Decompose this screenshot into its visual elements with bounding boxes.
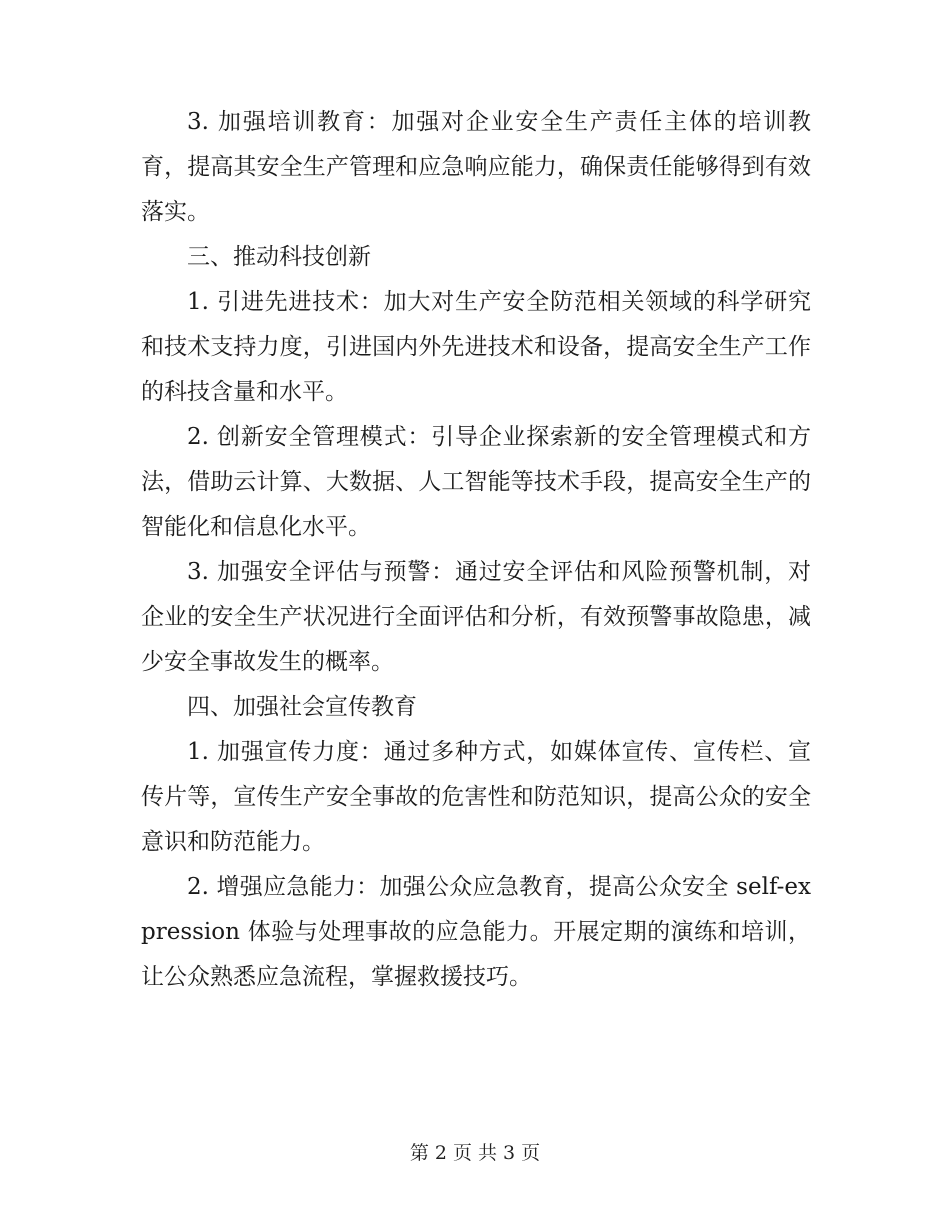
paragraph-management-mode: 2. 创新安全管理模式：引导企业探索新的安全管理模式和方法，借助云计算、大数据、人工智能等技术手段，提高安全生产的智能化和信息化水平。	[141, 424, 811, 540]
paragraph-assessment-warning: 3. 加强安全评估与预警：通过安全评估和风险预警机制，对企业的安全生产状况进行全面评估和分析，有效预警事故隐患，减少安全事故发生的概率。	[141, 559, 811, 675]
paragraph-publicity: 1. 加强宣传力度：通过多种方式，如媒体宣传、宣传栏、宣传片等，宣传生产安全事故的危害性和防范知识，提高公众的安全意识和防范能力。	[141, 739, 811, 855]
paragraph-emergency-capability: 2. 增强应急能力：加强公众应急教育，提高公众安全 self-expression 体验与处理事故的应急能力。开展定期的演练和培训，让公众熟悉应急流程，掌握救援技巧。	[141, 874, 811, 990]
page-number-footer: 第 2 页 共 3 页	[409, 1142, 541, 1164]
paragraph-training-education: 3. 加强培训教育：加强对企业安全生产责任主体的培训教育，提高其安全生产管理和应急响应能力，确保责任能够得到有效落实。	[141, 109, 811, 225]
document-body	[141, 100, 811, 1000]
section-heading-public-education: 四、加强社会宣传教育	[187, 694, 417, 720]
section-heading-tech-innovation: 三、推动科技创新	[187, 244, 371, 270]
paragraph-introduce-technology: 1. 引进先进技术：加大对生产安全防范相关领域的科学研究和技术支持力度，引进国内外先进技术和设备，提高安全生产工作的科技含量和水平。	[141, 289, 811, 405]
